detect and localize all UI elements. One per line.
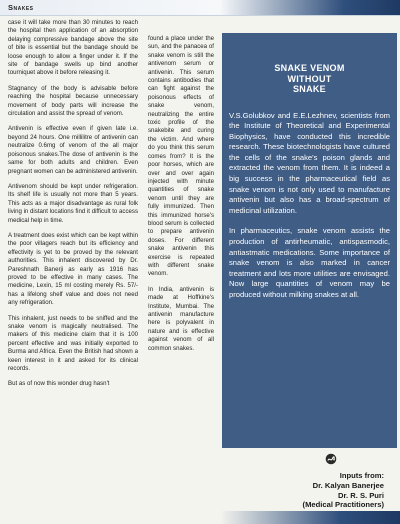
paragraph: Stagnancy of the body is advisable before reaching the hospital because unnecessary movement of body parts will increase the circulation and assist the spread of venom. [8, 84, 138, 118]
sidebar-paragraph: In pharmaceutics, snake venom assists the production of antirheumatic, antispasmodic, antiastmatic medications. Some importance of snake venom is also marked in cancer treatment and lots more utilities are envisaged. Now large quantities of venom may be produced without milking snakes at all. [229, 226, 390, 299]
sidebar-title [229, 63, 390, 95]
paragraph: Antivenom should be kept under refrigeration. Its shelf life is usually not more than 5 years. This acts as a major disadvantage as rural folk living in distant locations find it difficult to access medical help in time. [8, 182, 138, 224]
paragraph: found a place under the sun, and the panacea of snake venom is still the antivenom serum or antivenin. This serum contains antibodies that can fight against the poisonous effects of snake venom, neutralizing the entire toxic profile of the snakebite and curing the victim. And where do you think this serum comes from? It is the poor horses, which are over and over again injected with minute quantities of snake venom until they are fully immunized. Then this immunized horse's blood serum is collected to prepare antivenin doses. For different snake antivenin this exercise is repeated with different snake venom. [148, 35, 214, 278]
credits-author: Dr. R. S. Puri [338, 490, 384, 500]
sidebar-title-line: SNAKE VENOM [274, 63, 345, 73]
article-column-1 [8, 19, 138, 389]
paragraph: A treatment does exist which can be kept within the poor villagers reach but its efficiency and effectivity is yet to be proved by the relevant authorities. This inhalent discovered by Dr. Pareshnath Banerji as early as 1916 has proved to be effective in many cases. The medicine, Lexin, 15 ml costing merely Rs. 57/- has a lifelong shelf value and does not need any refrigeration. [8, 231, 138, 307]
paragraph: In India, antivenin is made at Hoffkine's Institute, Mumbai. The antivenin manufacture here is polyvalent in nature and is effective against venom of all common snakes. [148, 285, 214, 352]
credits-block [303, 471, 384, 510]
credits-author: Dr. Kalyan Banerjee [312, 480, 384, 490]
sidebar-title-line: WITHOUT [287, 73, 332, 84]
sidebar-box [222, 33, 397, 448]
snake-emblem-icon [325, 453, 337, 465]
sidebar-title-line: SNAKE [292, 84, 326, 94]
credits-heading: Inputs from: [339, 471, 384, 480]
footer-bar [0, 511, 400, 524]
paragraph: case it will take more than 30 minutes to reach the hospital then application of an absorption delaying compressive bandage above the site of bite is essential but the bandage should be loose enough to allow a finger under it. If the site of bandage swells up bind another tourniquet above it before releasing it. [8, 19, 138, 77]
sidebar-paragraph: V.S.Golubkov and E.E.Lezhnev, scientists from the Institute of Theoretical and Experimental Biophysics, have conducted this incredible research. These biotechnologists have cultured the cells of the snake's poison glands and extracted the venom from them. It is indeed a big success in the pharmaceutical field as snake venom is not only used to manufacture antivenin but also has a broad-spectrum of medicinal utilization. [229, 110, 390, 215]
credits-role: (Medical Practitioners) [302, 500, 384, 510]
article-column-2 [148, 35, 214, 353]
paragraph: This inhalent, just needs to be sniffed and the snake venom is magically neutralised. The makers of this medicine claim that it is 100 percent effective and was initially exported to Burma and Africa. Even the British had shown a keen interest in it and asked for its clinical records. [8, 314, 138, 373]
header-bar [0, 0, 400, 16]
paragraph: Antivenin is effective even if given late i.e. beyond 24 hours. One millilitre of antivenin can neutralize 0.6mg of venom of the all major poisonous snakes.The dose of antivenin is the same for both adults and children. Even pregnant women can be administered antivenin. [8, 125, 138, 175]
paragraph: But as of now this wonder drug hasn't [8, 380, 110, 388]
section-label: Snakes [8, 3, 34, 12]
